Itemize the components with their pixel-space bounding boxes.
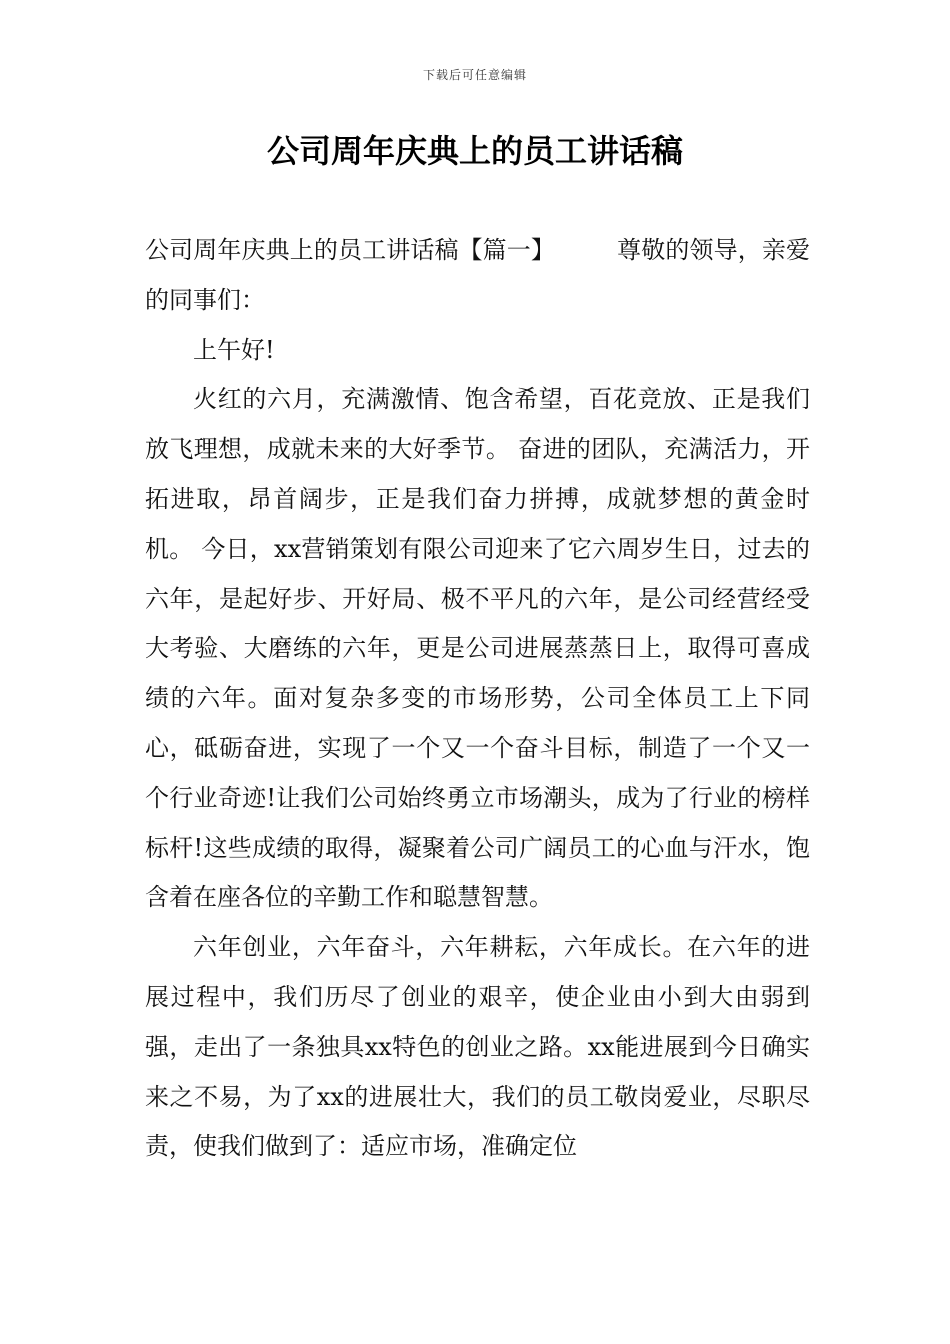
- intro-paragraph: [145, 226, 810, 326]
- section-heading: 公司周年庆典上的员工讲话稿【篇一】: [145, 236, 556, 264]
- document-title: 公司周年庆典上的员工讲话稿: [266, 132, 683, 170]
- body-paragraph: 火红的六月，充满激情、饱含希望，百花竞放、正是我们放飞理想，成就未来的大好季节。 奋进的团队，充满活力，开拓进取，昂首阔步，正是我们奋力拼搏，成就梦想的黄金时机。 今日，xx营销策划有限公司迎来了它六周岁生日，过去的六年，是起好步、开好局、极不平凡的六年，是公司经营经受大考验、大磨练的六年，更是公司进展蒸蒸日上，取得可喜成绩的六年。面对复杂多变的市场形势，公司全体员工上下同心，砥砺奋进，实现了一个又一个奋斗目标，制造了一个又一个行业奇迹!让我们公司始终勇立市场潮头，成为了行业的榜样标杆!这些成绩的取得，凝聚着公司广阔员工的心血与汗水，饱含着在座各位的辛勤工作和聪慧智慧。: [145, 385, 810, 912]
- greeting-paragraph: 上午好!: [193, 335, 275, 364]
- document-body: [145, 226, 810, 1172]
- salutation: 尊敬的领导，亲爱的同事们：: [145, 236, 811, 314]
- header-note: 下载后可任意编辑: [422, 68, 527, 82]
- body-paragraph: 六年创业，六年奋斗，六年耕耘，六年成长。在六年的进展过程中，我们历尽了创业的艰辛，使企业由小到大由弱到强，走出了一条独具xx特色的创业之路。xx能进展到今日确实来之不易，为了xx的进展壮大，我们的员工敬岗爱业，尽职尽责，使我们做到了：适应市场，准确定位: [145, 933, 810, 1161]
